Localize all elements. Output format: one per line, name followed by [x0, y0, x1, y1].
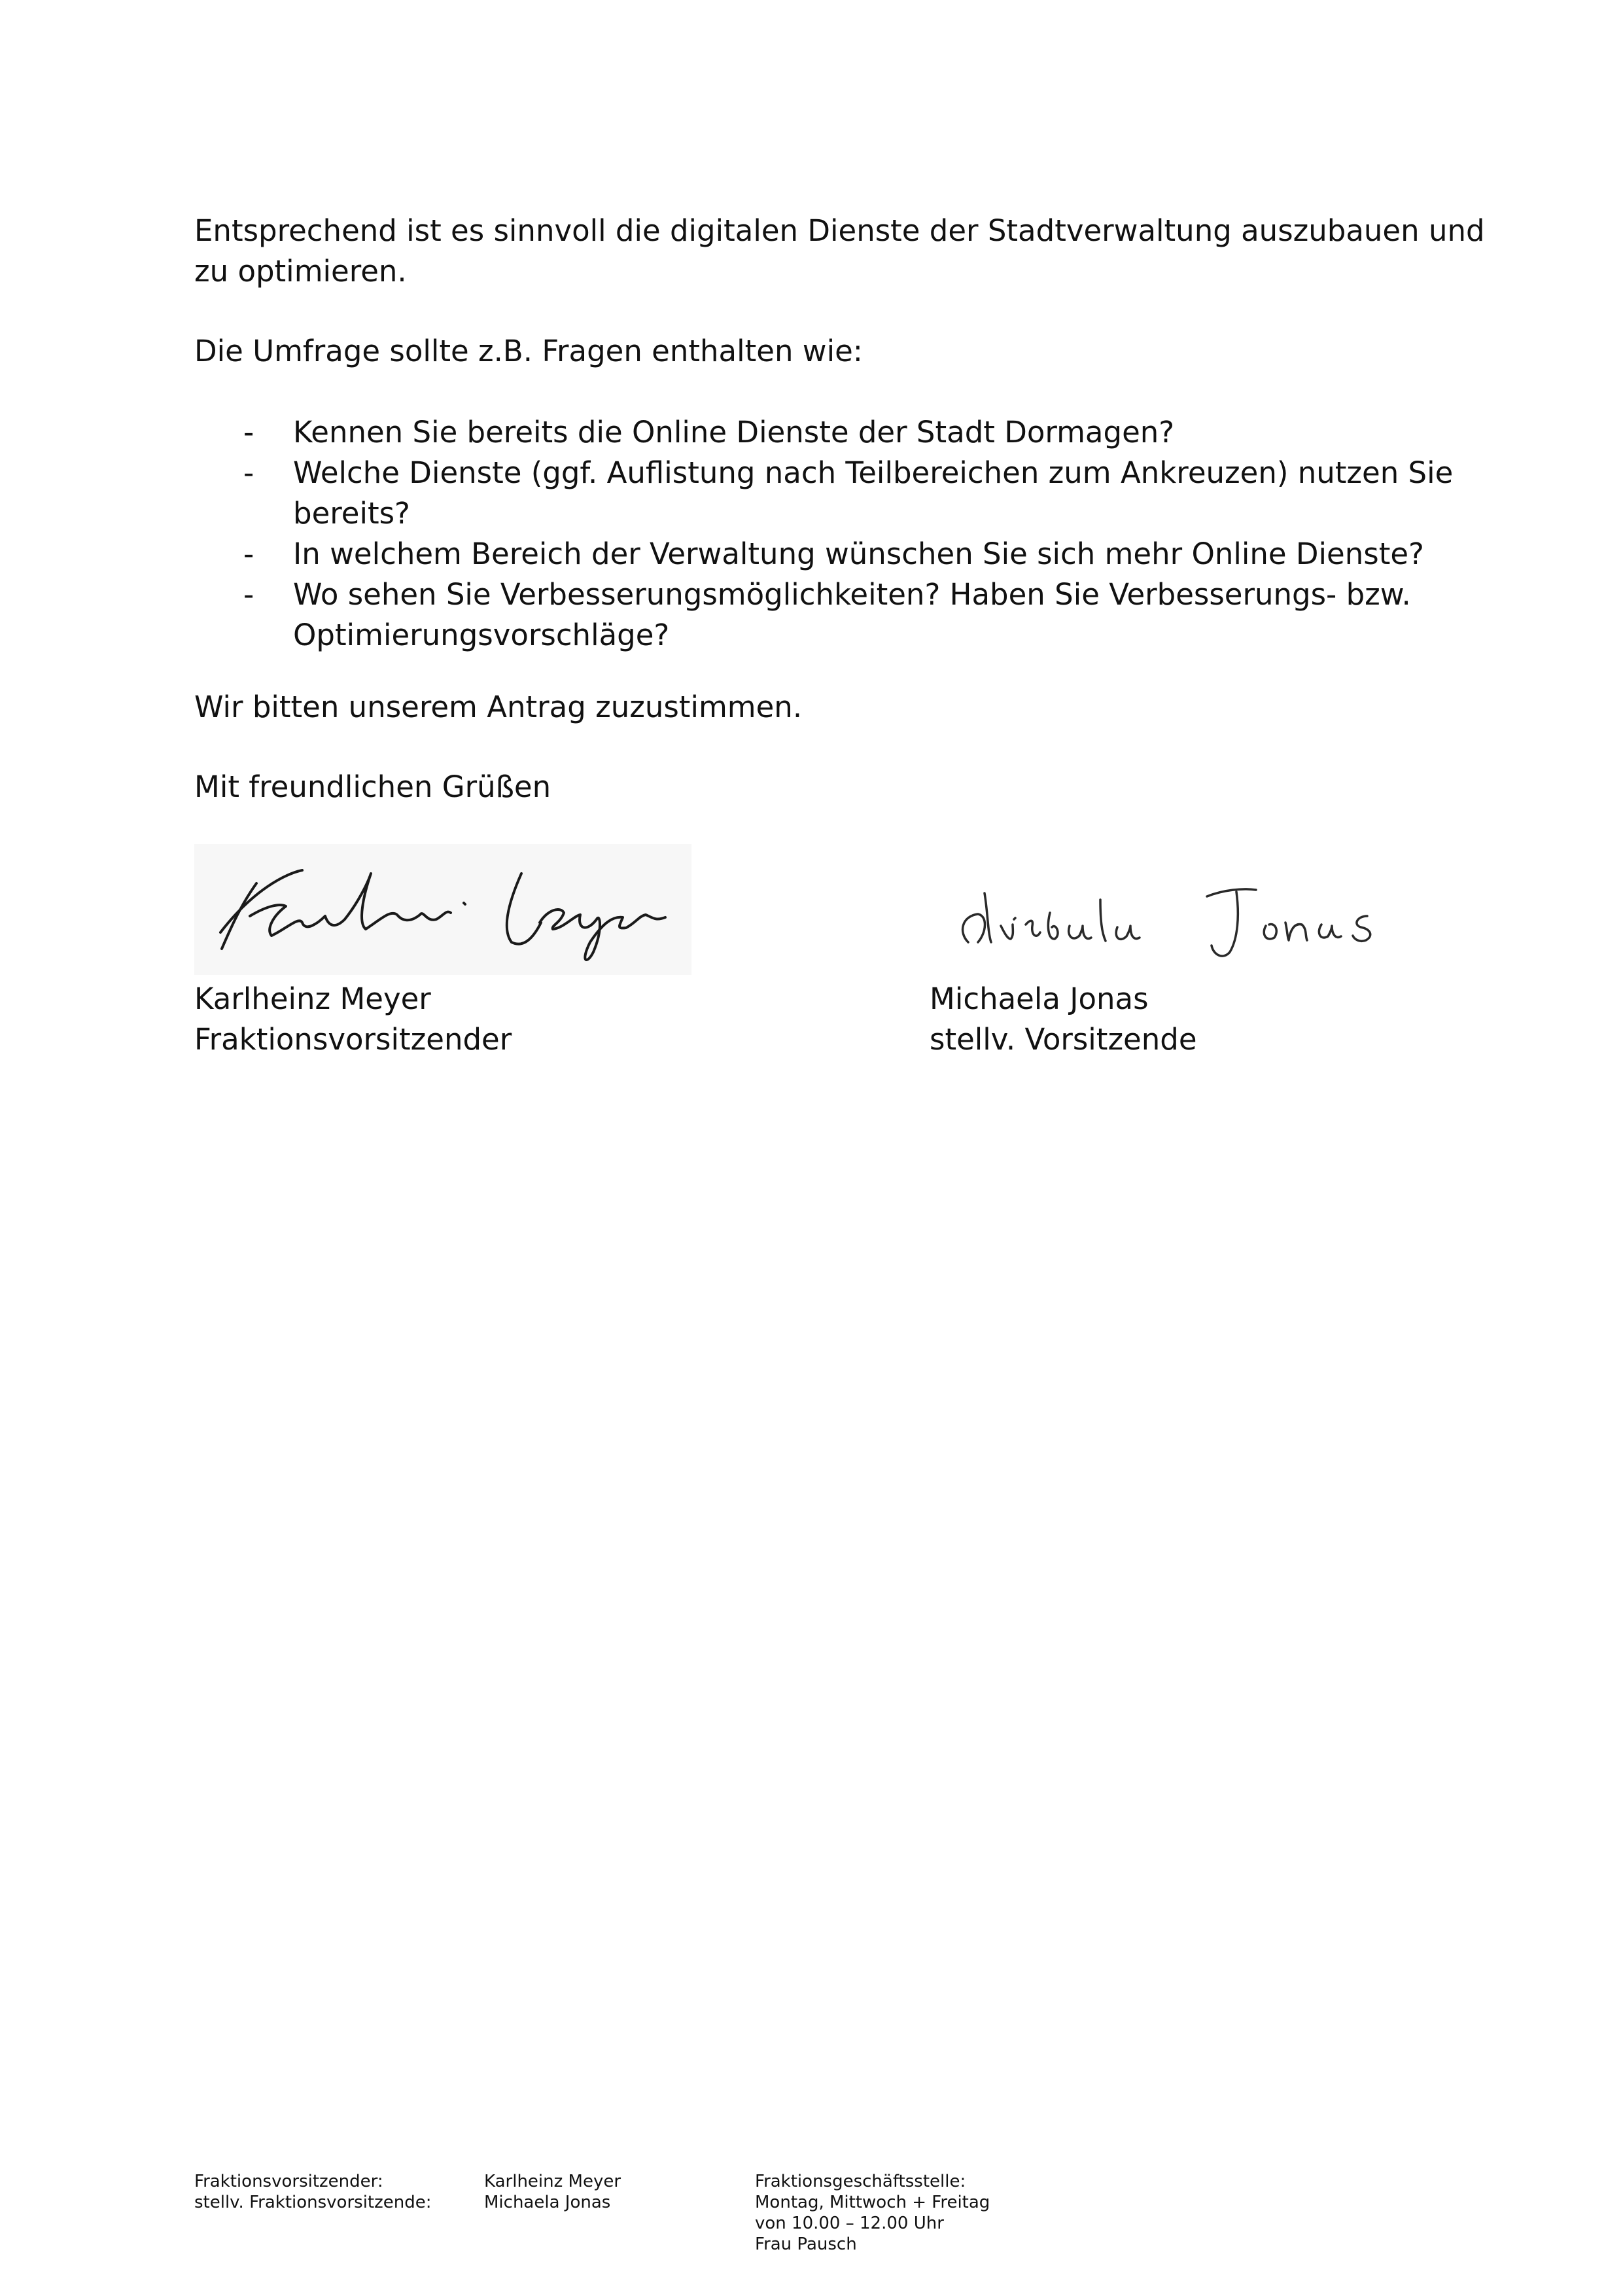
footer-office-line: Montag, Mittwoch + Freitag	[755, 2193, 990, 2212]
signature-karlheinz-meyer	[194, 844, 691, 975]
footer-labels	[194, 2171, 432, 2213]
closing-greeting: Mit freundlichen Grüßen	[194, 769, 551, 804]
signer-left	[194, 979, 512, 1060]
list-item	[194, 453, 1490, 534]
footer-label: Fraktionsvorsitzender:	[194, 2172, 383, 2191]
footer-office-line: Frau Pausch	[755, 2234, 857, 2254]
survey-question-list	[194, 412, 1490, 656]
bullet-dash: -	[243, 415, 254, 450]
signer-right	[930, 979, 1197, 1060]
question-text: Welche Dienste (ggf. Auflistung nach Teilbereichen zum Ankreuzen) nutzen Sie bereits?	[293, 455, 1454, 531]
signature-left-drawing	[194, 844, 691, 975]
paragraph-request-approval: Wir bitten unserem Antrag zuzustimmen.	[194, 690, 803, 724]
list-item	[194, 574, 1490, 656]
paragraph-survey-intro: Die Umfrage sollte z.B. Fragen enthalten wie:	[194, 334, 863, 368]
paragraph-digital-services: Entsprechend ist es sinnvoll die digitalen Dienste der Stadtverwaltung auszubauen und zu optimieren.	[194, 213, 1485, 289]
signer-name: Karlheinz Meyer	[194, 981, 431, 1016]
footer-label: stellv. Fraktionsvorsitzende:	[194, 2193, 432, 2212]
footer-office-line: von 10.00 – 12.00 Uhr	[755, 2214, 944, 2233]
signer-role: stellv. Vorsitzende	[930, 1022, 1197, 1057]
footer-name: Michaela Jonas	[484, 2193, 611, 2212]
signer-role: Fraktionsvorsitzender	[194, 1022, 512, 1057]
list-item	[194, 534, 1490, 574]
bullet-dash: -	[243, 455, 254, 490]
signer-name: Michaela Jonas	[930, 981, 1149, 1016]
question-text: Kennen Sie bereits die Online Dienste der Stadt Dormagen?	[293, 415, 1175, 450]
question-text: In welchem Bereich der Verwaltung wünschen Sie sich mehr Online Dienste?	[293, 537, 1424, 571]
list-item	[194, 412, 1490, 453]
signature-michaela-jonas	[949, 854, 1446, 978]
question-text: Wo sehen Sie Verbesserungsmöglichkeiten? Haben Sie Verbesserungs- bzw. Optimierungsvorschläge?	[293, 577, 1411, 652]
bullet-dash: -	[243, 537, 254, 571]
footer-name: Karlheinz Meyer	[484, 2172, 621, 2191]
footer-names	[484, 2171, 621, 2213]
footer-office	[755, 2171, 990, 2255]
signature-right-drawing	[949, 854, 1446, 978]
footer-office-line: Fraktionsgeschäftsstelle:	[755, 2172, 966, 2191]
bullet-dash: -	[243, 577, 254, 612]
